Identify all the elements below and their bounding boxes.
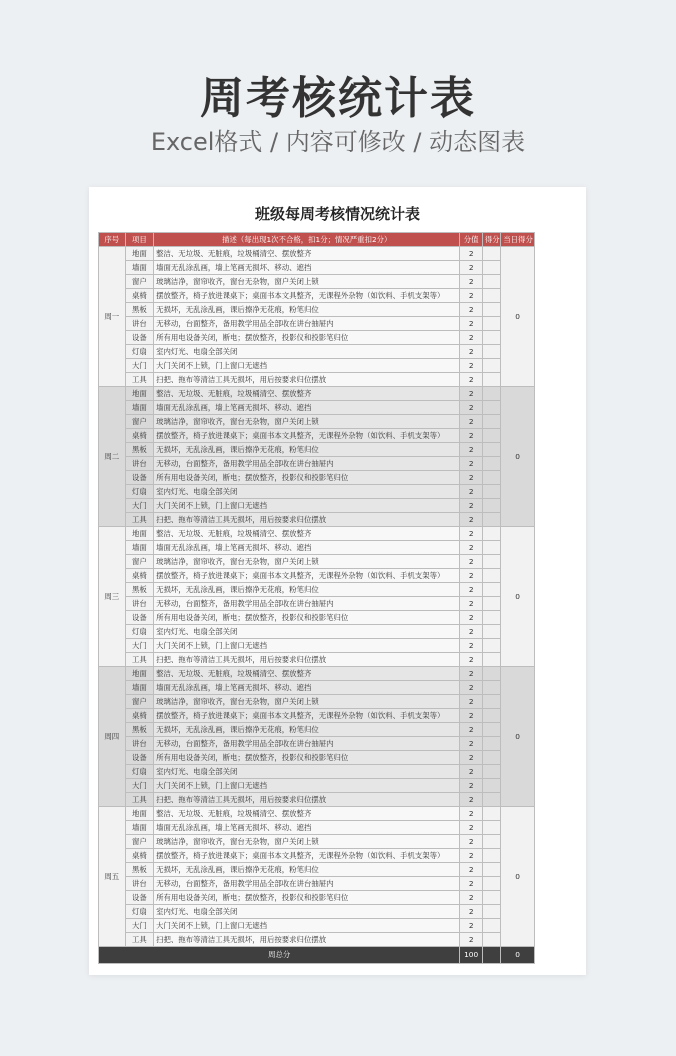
item-score-cell[interactable] — [482, 387, 500, 401]
item-score-cell[interactable] — [482, 471, 500, 485]
item-desc-cell[interactable]: 无损坏，无乱涂乱画，课后擦净无花痕，粉笔归位 — [154, 863, 460, 877]
item-desc-cell[interactable]: 无移动，台面整齐，备用教学用品全部收在讲台抽屉内 — [154, 877, 460, 891]
item-score-cell[interactable] — [482, 415, 500, 429]
item-desc-cell[interactable]: 摆放整齐，椅子放进课桌下；桌面书本文具整齐，无课程外杂物（如饮料、手机支架等） — [154, 429, 460, 443]
item-desc-cell[interactable]: 无移动，台面整齐，备用教学用品全部收在讲台抽屉内 — [154, 457, 460, 471]
item-score-cell[interactable] — [482, 653, 500, 667]
item-full-score-cell[interactable]: 2 — [460, 779, 482, 793]
item-score-cell[interactable] — [482, 793, 500, 807]
footer-empty — [482, 947, 500, 964]
item-score-cell[interactable] — [482, 569, 500, 583]
day-score-cell[interactable]: 0 — [501, 247, 535, 387]
item-full-score-cell[interactable]: 2 — [460, 415, 482, 429]
item-full-score-cell[interactable]: 2 — [460, 569, 482, 583]
header-day-score: 当日得分 — [501, 233, 535, 247]
table-row — [99, 597, 535, 611]
header-desc: 描述（每出现1次不合格，扣1分；情况严重扣2分） — [154, 233, 460, 247]
item-name-cell[interactable]: 黑板 — [125, 583, 154, 597]
item-full-score-cell[interactable]: 2 — [460, 401, 482, 415]
item-name-cell[interactable]: 墙面 — [125, 821, 154, 835]
item-desc-cell[interactable]: 所有用电设备关闭，断电；摆放整齐，投影仪和投影笔归位 — [154, 751, 460, 765]
table-row — [99, 443, 535, 457]
item-score-cell[interactable] — [482, 317, 500, 331]
item-name-cell[interactable]: 大门 — [125, 919, 154, 933]
item-name-cell[interactable]: 桌椅 — [125, 849, 154, 863]
header-score: 得分 — [482, 233, 500, 247]
item-desc-cell[interactable]: 室内灯光、电扇全部关闭 — [154, 765, 460, 779]
item-full-score-cell[interactable]: 2 — [460, 667, 482, 681]
item-desc-cell[interactable]: 室内灯光、电扇全部关闭 — [154, 485, 460, 499]
table-row — [99, 793, 535, 807]
item-desc-cell[interactable]: 无移动，台面整齐，备用教学用品全部收在讲台抽屉内 — [154, 597, 460, 611]
table-row — [99, 569, 535, 583]
item-full-score-cell[interactable]: 2 — [460, 793, 482, 807]
header-seq: 序号 — [99, 233, 126, 247]
item-full-score-cell[interactable]: 2 — [460, 499, 482, 513]
item-score-cell[interactable] — [482, 639, 500, 653]
item-score-cell[interactable] — [482, 261, 500, 275]
item-name-cell[interactable]: 地面 — [125, 667, 154, 681]
item-name-cell[interactable]: 灯扇 — [125, 625, 154, 639]
item-full-score-cell[interactable]: 2 — [460, 247, 482, 261]
table-row — [99, 919, 535, 933]
item-full-score-cell[interactable]: 2 — [460, 835, 482, 849]
footer-full-total: 100 — [460, 947, 482, 964]
day-label: 周一 — [99, 247, 126, 387]
table-row — [99, 779, 535, 793]
item-full-score-cell[interactable]: 2 — [460, 611, 482, 625]
item-full-score-cell[interactable]: 2 — [460, 457, 482, 471]
item-desc-cell[interactable]: 大门关闭不上锁，门上窗口无遮挡 — [154, 779, 460, 793]
item-full-score-cell[interactable]: 2 — [460, 821, 482, 835]
table-row — [99, 457, 535, 471]
item-desc-cell[interactable]: 无损坏，无乱涂乱画，课后擦净无花痕，粉笔归位 — [154, 723, 460, 737]
item-desc-cell[interactable]: 室内灯光、电扇全部关闭 — [154, 345, 460, 359]
item-name-cell[interactable]: 讲台 — [125, 317, 154, 331]
table-row — [99, 625, 535, 639]
item-name-cell[interactable]: 黑板 — [125, 863, 154, 877]
item-name-cell[interactable]: 工具 — [125, 373, 154, 387]
item-name-cell[interactable]: 地面 — [125, 247, 154, 261]
table-row — [99, 667, 535, 681]
item-full-score-cell[interactable]: 2 — [460, 471, 482, 485]
item-name-cell[interactable]: 墙面 — [125, 401, 154, 415]
item-desc-cell[interactable]: 无损坏，无乱涂乱画，课后擦净无花痕，粉笔归位 — [154, 443, 460, 457]
day-score-cell[interactable]: 0 — [501, 387, 535, 527]
table-footer-row — [99, 947, 535, 964]
item-score-cell[interactable] — [482, 611, 500, 625]
item-name-cell[interactable]: 设备 — [125, 471, 154, 485]
item-desc-cell[interactable]: 所有用电设备关闭，断电；摆放整齐，投影仪和投影笔归位 — [154, 471, 460, 485]
day-label: 周四 — [99, 667, 126, 807]
item-score-cell[interactable] — [482, 513, 500, 527]
item-desc-cell[interactable]: 室内灯光、电扇全部关闭 — [154, 625, 460, 639]
table-row — [99, 555, 535, 569]
table-row — [99, 653, 535, 667]
item-name-cell[interactable]: 工具 — [125, 933, 154, 947]
table-row — [99, 303, 535, 317]
item-full-score-cell[interactable]: 2 — [460, 695, 482, 709]
item-score-cell[interactable] — [482, 555, 500, 569]
item-score-cell[interactable] — [482, 527, 500, 541]
footer-label: 周总分 — [99, 947, 460, 964]
item-score-cell[interactable] — [482, 485, 500, 499]
footer-total: 0 — [501, 947, 535, 964]
item-full-score-cell[interactable]: 2 — [460, 541, 482, 555]
item-full-score-cell[interactable]: 2 — [460, 275, 482, 289]
item-score-cell[interactable] — [482, 247, 500, 261]
table-row — [99, 709, 535, 723]
item-desc-cell[interactable]: 摆放整齐，椅子放进课桌下；桌面书本文具整齐，无课程外杂物（如饮料、手机支架等） — [154, 849, 460, 863]
item-desc-cell[interactable]: 玻璃洁净，窗帘收齐，窗台无杂物，窗户关闭上锁 — [154, 695, 460, 709]
item-name-cell[interactable]: 墙面 — [125, 681, 154, 695]
table-row — [99, 863, 535, 877]
item-score-cell[interactable] — [482, 625, 500, 639]
table-row — [99, 723, 535, 737]
item-name-cell[interactable]: 灯扇 — [125, 485, 154, 499]
item-desc-cell[interactable]: 扫把、拖布等清洁工具无损坏，用后按要求归位摆放 — [154, 513, 460, 527]
item-full-score-cell[interactable]: 2 — [460, 737, 482, 751]
item-score-cell[interactable] — [482, 275, 500, 289]
table-header-row — [99, 233, 535, 247]
item-name-cell[interactable]: 讲台 — [125, 737, 154, 751]
item-name-cell[interactable]: 大门 — [125, 639, 154, 653]
item-full-score-cell[interactable]: 2 — [460, 639, 482, 653]
item-full-score-cell[interactable]: 2 — [460, 485, 482, 499]
item-full-score-cell[interactable]: 2 — [460, 317, 482, 331]
item-score-cell[interactable] — [482, 737, 500, 751]
item-name-cell[interactable]: 工具 — [125, 793, 154, 807]
item-full-score-cell[interactable]: 2 — [460, 625, 482, 639]
item-score-cell[interactable] — [482, 905, 500, 919]
table-row — [99, 513, 535, 527]
item-name-cell[interactable]: 窗户 — [125, 555, 154, 569]
day-label: 周五 — [99, 807, 126, 947]
table-row — [99, 373, 535, 387]
item-desc-cell[interactable]: 整洁、无垃圾、无脏痕，垃圾桶清空、摆放整齐 — [154, 247, 460, 261]
table-row — [99, 933, 535, 947]
table-row — [99, 877, 535, 891]
item-name-cell[interactable]: 窗户 — [125, 835, 154, 849]
item-desc-cell[interactable]: 整洁、无垃圾、无脏痕，垃圾桶清空、摆放整齐 — [154, 807, 460, 821]
item-score-cell[interactable] — [482, 709, 500, 723]
item-name-cell[interactable]: 讲台 — [125, 597, 154, 611]
item-name-cell[interactable]: 工具 — [125, 513, 154, 527]
item-desc-cell[interactable]: 大门关闭不上锁，门上窗口无遮挡 — [154, 359, 460, 373]
item-full-score-cell[interactable]: 2 — [460, 387, 482, 401]
table-row — [99, 359, 535, 373]
spreadsheet-paper — [89, 187, 586, 975]
item-desc-cell[interactable]: 摆放整齐，椅子放进课桌下；桌面书本文具整齐，无课程外杂物（如饮料、手机支架等） — [154, 289, 460, 303]
item-desc-cell[interactable]: 所有用电设备关闭，断电；摆放整齐，投影仪和投影笔归位 — [154, 891, 460, 905]
item-score-cell[interactable] — [482, 303, 500, 317]
item-desc-cell[interactable]: 墙面无乱涂乱画，墙上笔画无损坏、移动、遮挡 — [154, 821, 460, 835]
item-name-cell[interactable]: 黑板 — [125, 723, 154, 737]
table-row — [99, 527, 535, 541]
item-name-cell[interactable]: 灯扇 — [125, 905, 154, 919]
item-desc-cell[interactable]: 玻璃洁净，窗帘收齐，窗台无杂物，窗户关闭上锁 — [154, 555, 460, 569]
table-row — [99, 275, 535, 289]
item-score-cell[interactable] — [482, 681, 500, 695]
item-name-cell[interactable]: 桌椅 — [125, 429, 154, 443]
table-row — [99, 611, 535, 625]
item-desc-cell[interactable]: 扫把、拖布等清洁工具无损坏，用后按要求归位摆放 — [154, 793, 460, 807]
item-full-score-cell[interactable]: 2 — [460, 597, 482, 611]
item-full-score-cell[interactable]: 2 — [460, 807, 482, 821]
item-name-cell[interactable]: 黑板 — [125, 443, 154, 457]
item-score-cell[interactable] — [482, 359, 500, 373]
table-row — [99, 905, 535, 919]
item-full-score-cell[interactable]: 2 — [460, 849, 482, 863]
item-full-score-cell[interactable]: 2 — [460, 359, 482, 373]
item-score-cell[interactable] — [482, 331, 500, 345]
table-row — [99, 261, 535, 275]
item-desc-cell[interactable]: 玻璃洁净，窗帘收齐，窗台无杂物，窗户关闭上锁 — [154, 835, 460, 849]
item-full-score-cell[interactable]: 2 — [460, 765, 482, 779]
item-full-score-cell[interactable]: 2 — [460, 863, 482, 877]
table-row — [99, 317, 535, 331]
item-score-cell[interactable] — [482, 779, 500, 793]
item-desc-cell[interactable]: 所有用电设备关闭，断电；摆放整齐，投影仪和投影笔归位 — [154, 331, 460, 345]
item-desc-cell[interactable]: 扫把、拖布等清洁工具无损坏，用后按要求归位摆放 — [154, 933, 460, 947]
item-name-cell[interactable]: 设备 — [125, 891, 154, 905]
item-full-score-cell[interactable]: 2 — [460, 653, 482, 667]
item-score-cell[interactable] — [482, 597, 500, 611]
item-score-cell[interactable] — [482, 695, 500, 709]
item-name-cell[interactable]: 地面 — [125, 807, 154, 821]
table-row — [99, 891, 535, 905]
item-desc-cell[interactable]: 墙面无乱涂乱画，墙上笔画无损坏、移动、遮挡 — [154, 681, 460, 695]
item-name-cell[interactable]: 窗户 — [125, 275, 154, 289]
sheet-title: 班级每周考核情况统计表 — [254, 205, 420, 223]
weekly-assessment-table — [98, 232, 535, 964]
item-score-cell[interactable] — [482, 443, 500, 457]
day-score-cell[interactable]: 0 — [501, 527, 535, 667]
item-name-cell[interactable]: 地面 — [125, 387, 154, 401]
item-full-score-cell[interactable]: 2 — [460, 443, 482, 457]
item-name-cell[interactable]: 大门 — [125, 779, 154, 793]
item-full-score-cell[interactable]: 2 — [460, 303, 482, 317]
item-score-cell[interactable] — [482, 919, 500, 933]
table-row — [99, 821, 535, 835]
item-full-score-cell[interactable]: 2 — [460, 261, 482, 275]
item-name-cell[interactable]: 窗户 — [125, 695, 154, 709]
item-desc-cell[interactable]: 整洁、无垃圾、无脏痕，垃圾桶清空、摆放整齐 — [154, 527, 460, 541]
table-row — [99, 639, 535, 653]
table-row — [99, 751, 535, 765]
day-score-cell[interactable]: 0 — [501, 667, 535, 807]
item-name-cell[interactable]: 设备 — [125, 751, 154, 765]
item-score-cell[interactable] — [482, 765, 500, 779]
table-row — [99, 247, 535, 261]
table-row — [99, 807, 535, 821]
day-label: 周二 — [99, 387, 126, 527]
item-desc-cell[interactable]: 无损坏，无乱涂乱画，课后擦净无花痕，粉笔归位 — [154, 583, 460, 597]
item-desc-cell[interactable]: 墙面无乱涂乱画，墙上笔画无损坏、移动、遮挡 — [154, 401, 460, 415]
table-row — [99, 765, 535, 779]
table-row — [99, 471, 535, 485]
item-name-cell[interactable]: 大门 — [125, 499, 154, 513]
item-score-cell[interactable] — [482, 457, 500, 471]
item-score-cell[interactable] — [482, 933, 500, 947]
item-score-cell[interactable] — [482, 849, 500, 863]
table-row — [99, 485, 535, 499]
item-score-cell[interactable] — [482, 583, 500, 597]
header-item: 项目 — [125, 233, 154, 247]
item-desc-cell[interactable]: 大门关闭不上锁，门上窗口无遮挡 — [154, 499, 460, 513]
table-row — [99, 737, 535, 751]
item-desc-cell[interactable]: 扫把、拖布等清洁工具无损坏，用后按要求归位摆放 — [154, 653, 460, 667]
page-title: 周考核统计表 — [200, 73, 476, 124]
item-full-score-cell[interactable]: 2 — [460, 919, 482, 933]
day-score-cell[interactable]: 0 — [501, 807, 535, 947]
item-desc-cell[interactable]: 玻璃洁净，窗帘收齐，窗台无杂物，窗户关闭上锁 — [154, 275, 460, 289]
item-score-cell[interactable] — [482, 667, 500, 681]
item-score-cell[interactable] — [482, 541, 500, 555]
table-row — [99, 289, 535, 303]
item-score-cell[interactable] — [482, 289, 500, 303]
item-full-score-cell[interactable]: 2 — [460, 933, 482, 947]
item-full-score-cell[interactable]: 2 — [460, 345, 482, 359]
day-label: 周三 — [99, 527, 126, 667]
item-name-cell[interactable]: 讲台 — [125, 457, 154, 471]
item-full-score-cell[interactable]: 2 — [460, 583, 482, 597]
table-row — [99, 583, 535, 597]
page-subtitle: Excel格式 / 内容可修改 / 动态图表 — [150, 128, 526, 156]
item-name-cell[interactable]: 工具 — [125, 653, 154, 667]
table-row — [99, 331, 535, 345]
item-name-cell[interactable]: 墙面 — [125, 541, 154, 555]
table-row — [99, 695, 535, 709]
item-full-score-cell[interactable]: 2 — [460, 723, 482, 737]
item-name-cell[interactable]: 桌椅 — [125, 569, 154, 583]
header-full-score: 分值 — [460, 233, 482, 247]
item-name-cell[interactable]: 桌椅 — [125, 289, 154, 303]
item-score-cell[interactable] — [482, 723, 500, 737]
item-name-cell[interactable]: 大门 — [125, 359, 154, 373]
table-row — [99, 415, 535, 429]
item-full-score-cell[interactable]: 2 — [460, 373, 482, 387]
item-score-cell[interactable] — [482, 863, 500, 877]
table-row — [99, 681, 535, 695]
item-score-cell[interactable] — [482, 751, 500, 765]
item-desc-cell[interactable]: 整洁、无垃圾、无脏痕，垃圾桶清空、摆放整齐 — [154, 667, 460, 681]
item-name-cell[interactable]: 窗户 — [125, 415, 154, 429]
table-row — [99, 429, 535, 443]
item-full-score-cell[interactable]: 2 — [460, 905, 482, 919]
table-row — [99, 835, 535, 849]
item-score-cell[interactable] — [482, 835, 500, 849]
item-score-cell[interactable] — [482, 821, 500, 835]
item-desc-cell[interactable]: 扫把、拖布等清洁工具无损坏，用后按要求归位摆放 — [154, 373, 460, 387]
item-desc-cell[interactable]: 墙面无乱涂乱画，墙上笔画无损坏、移动、遮挡 — [154, 541, 460, 555]
item-score-cell[interactable] — [482, 877, 500, 891]
table-row — [99, 345, 535, 359]
item-name-cell[interactable]: 设备 — [125, 611, 154, 625]
item-score-cell[interactable] — [482, 429, 500, 443]
item-desc-cell[interactable]: 摆放整齐，椅子放进课桌下；桌面书本文具整齐，无课程外杂物（如饮料、手机支架等） — [154, 709, 460, 723]
item-desc-cell[interactable]: 无损坏，无乱涂乱画，课后擦净无花痕，粉笔归位 — [154, 303, 460, 317]
item-score-cell[interactable] — [482, 401, 500, 415]
item-name-cell[interactable]: 讲台 — [125, 877, 154, 891]
item-desc-cell[interactable]: 摆放整齐，椅子放进课桌下；桌面书本文具整齐，无课程外杂物（如饮料、手机支架等） — [154, 569, 460, 583]
item-desc-cell[interactable]: 大门关闭不上锁，门上窗口无遮挡 — [154, 919, 460, 933]
item-name-cell[interactable]: 桌椅 — [125, 709, 154, 723]
table-row — [99, 499, 535, 513]
item-score-cell[interactable] — [482, 373, 500, 387]
item-score-cell[interactable] — [482, 807, 500, 821]
table-body — [99, 247, 535, 947]
item-desc-cell[interactable]: 玻璃洁净，窗帘收齐，窗台无杂物，窗户关闭上锁 — [154, 415, 460, 429]
item-full-score-cell[interactable]: 2 — [460, 681, 482, 695]
item-desc-cell[interactable]: 所有用电设备关闭，断电；摆放整齐，投影仪和投影笔归位 — [154, 611, 460, 625]
item-full-score-cell[interactable]: 2 — [460, 555, 482, 569]
item-full-score-cell[interactable]: 2 — [460, 331, 482, 345]
item-score-cell[interactable] — [482, 499, 500, 513]
item-full-score-cell[interactable]: 2 — [460, 891, 482, 905]
item-score-cell[interactable] — [482, 891, 500, 905]
item-desc-cell[interactable]: 无移动，台面整齐，备用教学用品全部收在讲台抽屉内 — [154, 317, 460, 331]
item-name-cell[interactable]: 设备 — [125, 331, 154, 345]
item-score-cell[interactable] — [482, 345, 500, 359]
item-full-score-cell[interactable]: 2 — [460, 709, 482, 723]
item-name-cell[interactable]: 灯扇 — [125, 765, 154, 779]
item-full-score-cell[interactable]: 2 — [460, 527, 482, 541]
item-name-cell[interactable]: 墙面 — [125, 261, 154, 275]
table-row — [99, 387, 535, 401]
item-desc-cell[interactable]: 室内灯光、电扇全部关闭 — [154, 905, 460, 919]
item-name-cell[interactable]: 地面 — [125, 527, 154, 541]
table-row — [99, 541, 535, 555]
item-desc-cell[interactable]: 整洁、无垃圾、无脏痕，垃圾桶清空、摆放整齐 — [154, 387, 460, 401]
item-desc-cell[interactable]: 大门关闭不上锁，门上窗口无遮挡 — [154, 639, 460, 653]
item-full-score-cell[interactable]: 2 — [460, 751, 482, 765]
item-full-score-cell[interactable]: 2 — [460, 289, 482, 303]
item-full-score-cell[interactable]: 2 — [460, 513, 482, 527]
item-full-score-cell[interactable]: 2 — [460, 429, 482, 443]
table-row — [99, 849, 535, 863]
item-desc-cell[interactable]: 墙面无乱涂乱画，墙上笔画无损坏、移动、遮挡 — [154, 261, 460, 275]
table-row — [99, 401, 535, 415]
item-name-cell[interactable]: 黑板 — [125, 303, 154, 317]
item-desc-cell[interactable]: 无移动，台面整齐，备用教学用品全部收在讲台抽屉内 — [154, 737, 460, 751]
item-full-score-cell[interactable]: 2 — [460, 877, 482, 891]
item-name-cell[interactable]: 灯扇 — [125, 345, 154, 359]
